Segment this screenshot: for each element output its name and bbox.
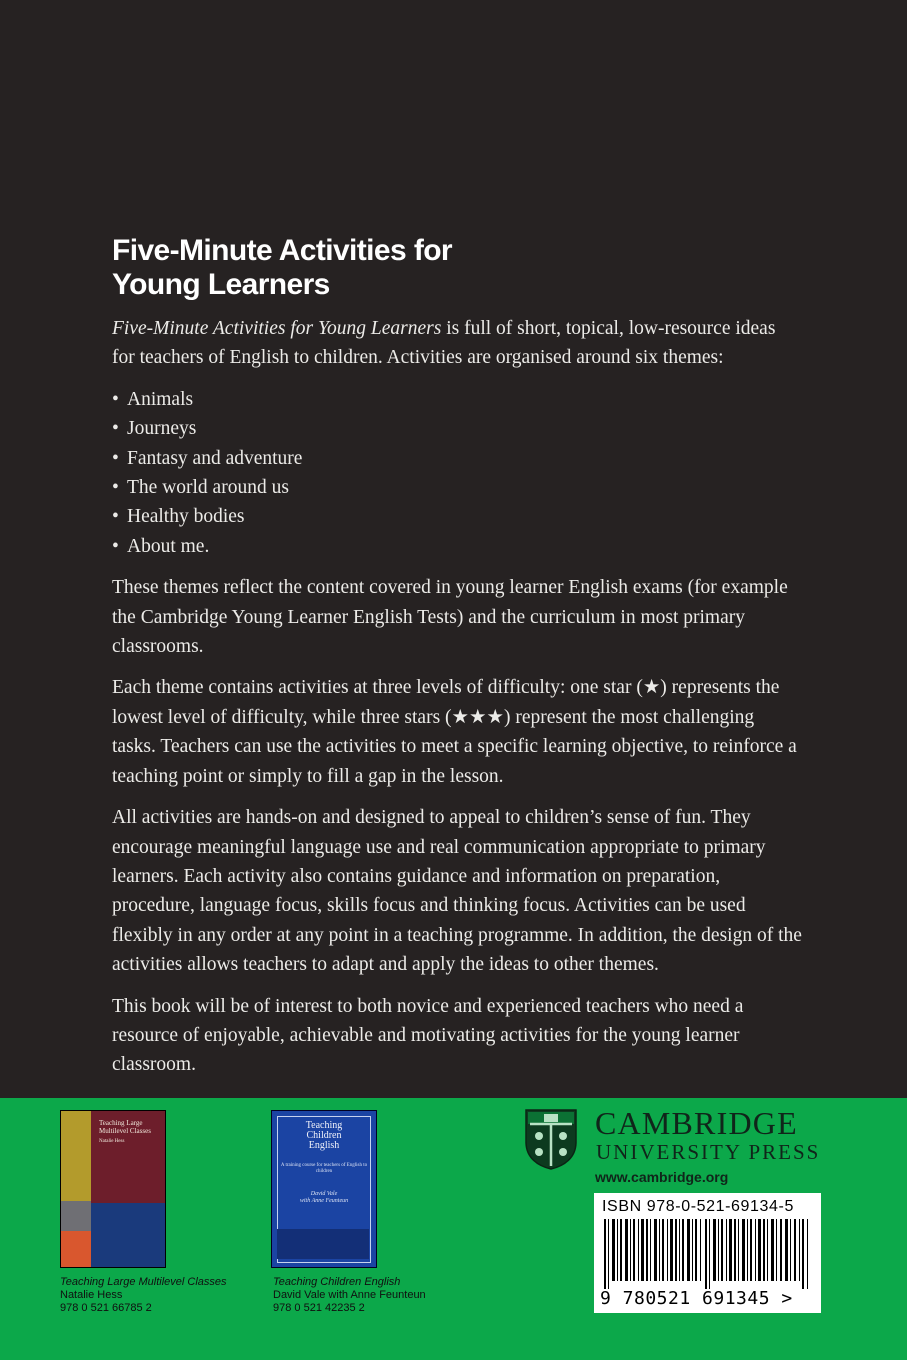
book-cover-1-text: Teaching Large Multilevel Classes Natalie Hess — [99, 1119, 151, 1144]
related-book-caption-2 — [273, 1276, 426, 1315]
theme-item: • Fantasy and adventure — [112, 447, 303, 469]
barcode-panel — [594, 1193, 821, 1313]
paragraph-activities: All activities are hands-on and designed to appeal to children’s sense of fun. They encourage meaningful language use and real communication appropriate to primary learners. Each activity also contains guidance and information on preparation, procedure, language focus, skills focus and thinking focus. Activities can be used flexibly in any order at any point in a teaching programme. In addition, the design of the activities allows teachers to adapt and apply the ideas to other themes. — [112, 807, 802, 976]
publisher-url: www.cambridge.org — [595, 1169, 729, 1185]
publisher-press: UNIVERSITY PRESS — [596, 1140, 821, 1164]
title-line-1: Five-Minute Activities for — [112, 234, 453, 267]
isbn-digits: 9 780521 691345 > — [600, 1288, 793, 1309]
theme-item: • About me. — [112, 535, 210, 557]
paragraph-audience: This book will be of interest to both novice and experienced teachers who need a resource of enjoyable, achievable and motivating activities for the young learner classroom. — [112, 995, 744, 1076]
intro-rest: is full of short, topical, low-resource ideas for teachers of English to children. Activities are organised around six themes: — [112, 318, 776, 369]
barcode-bars — [602, 1219, 814, 1289]
caption-1-title: Teaching Large Multilevel Classes — [60, 1276, 227, 1288]
theme-item: • Healthy bodies — [112, 506, 245, 528]
caption-2-author: David Vale with Anne Feunteun — [273, 1289, 426, 1301]
caption-2-title: Teaching Children English — [273, 1276, 401, 1288]
intro-book-title: Five-Minute Activities for Young Learners — [112, 318, 442, 339]
caption-2-isbn: 978 0 521 42235 2 — [273, 1302, 365, 1314]
blurb — [112, 314, 802, 1092]
related-book-caption-1 — [60, 1276, 227, 1315]
book-title — [112, 234, 812, 302]
caption-1-author: Natalie Hess — [60, 1289, 123, 1301]
theme-item: • Journeys — [112, 418, 197, 440]
related-book-cover-2 — [271, 1110, 377, 1268]
paragraph-difficulty: Each theme contains activities at three levels of difficulty: one star (★) represents the lowest level of difficulty, while three stars (★★★) represent the most challenging tasks. Teachers can use the activities to meet a specific learning objective, to reinforce a teaching point or simply to fill a gap in the lesson. — [112, 677, 797, 787]
cambridge-crest-icon — [524, 1108, 578, 1170]
caption-1-isbn: 978 0 521 66785 2 — [60, 1302, 152, 1314]
paragraph-themes: These themes reflect the content covered in young learner English exams (for example the Cambridge Young Learner English Tests) and the curriculum in most primary classrooms. — [112, 577, 788, 658]
publisher-name: CAMBRIDGE — [595, 1105, 798, 1141]
theme-item: • Animals — [112, 388, 194, 410]
isbn-label: ISBN 978-0-521-69134-5 — [602, 1198, 794, 1215]
book-cover-2-subtitle: A training course for teachers of English to children — [280, 1163, 368, 1174]
title-line-2: Young Learners — [112, 268, 330, 301]
book-cover-2-title: Teaching Children English — [305, 1120, 343, 1151]
theme-item: • The world around us — [112, 477, 289, 499]
related-book-cover-1 — [60, 1110, 166, 1268]
theme-list — [112, 385, 802, 561]
book-cover-2-author: David Vale with Anne Feunteun — [299, 1191, 349, 1204]
intro-paragraph — [112, 314, 802, 373]
